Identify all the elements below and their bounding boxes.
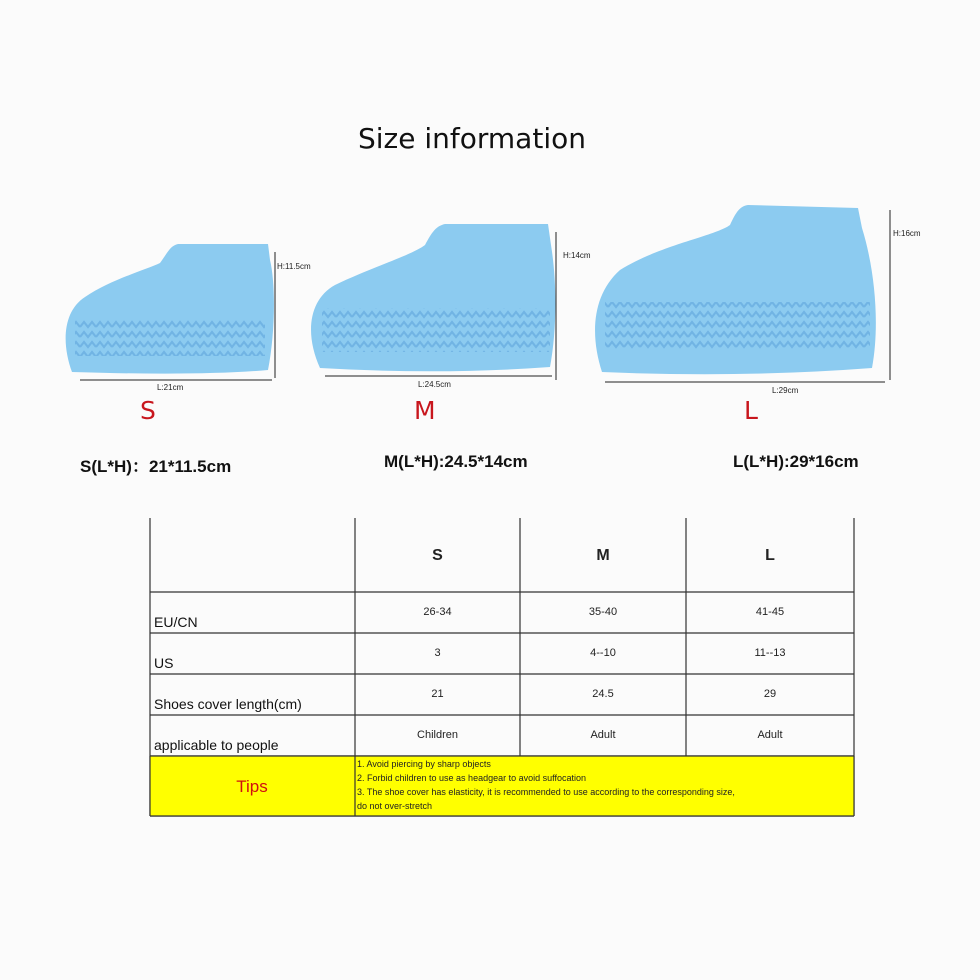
table-cell: 24.5 [592, 688, 614, 700]
table-cell: 3 [434, 647, 441, 659]
table-cell: Children [417, 729, 458, 741]
tip-line-4: do not over-stretch [357, 801, 433, 811]
row-label-us: US [154, 655, 174, 671]
page-title: Size information [358, 122, 586, 155]
size-letter-m: M [414, 396, 436, 425]
table-cell: 41-45 [755, 606, 785, 618]
length-label-m: L:24.5cm [418, 380, 451, 389]
row-label-eu-cn: EU/CN [154, 614, 198, 630]
table-cell: 21 [431, 688, 444, 700]
size-letter-l: L [744, 396, 758, 425]
length-label-s: L:21cm [157, 383, 184, 392]
tip-line-2: 2. Forbid children to use as headgear to avoid suffocation [357, 773, 586, 783]
table-cell: 26-34 [423, 606, 452, 618]
height-label-l: H:16cm [893, 229, 921, 238]
row-label-length: Shoes cover length(cm) [154, 696, 302, 712]
row-label-applicable: applicable to people [154, 737, 279, 753]
column-header-m: M [596, 547, 610, 564]
table-cell: 35-40 [588, 606, 618, 618]
table-cell: 4--10 [590, 647, 616, 659]
size-letter-s: S [140, 396, 156, 425]
column-header-l: L [765, 547, 775, 564]
tips-label: Tips [236, 777, 268, 796]
tip-line-3: 3. The shoe cover has elasticity, it is recommended to use according to the corresponding size, [357, 787, 735, 797]
dimension-l: L(L*H):29*16cm [733, 452, 859, 471]
table-cell: 29 [763, 688, 777, 700]
table-cell: Adult [757, 729, 783, 741]
height-label-m: H:14cm [563, 251, 591, 260]
dimension-s: S(L*H)：21*11.5cm [80, 457, 232, 476]
tip-line-1: 1. Avoid piercing by sharp objects [357, 759, 491, 769]
column-header-s: S [432, 547, 443, 564]
height-label-s: H:11.5cm [277, 262, 311, 271]
table-cell: 11--13 [754, 647, 786, 659]
length-label-l: L:29cm [772, 386, 799, 395]
dimension-m: M(L*H):24.5*14cm [384, 452, 528, 471]
table-cell: Adult [590, 729, 616, 741]
